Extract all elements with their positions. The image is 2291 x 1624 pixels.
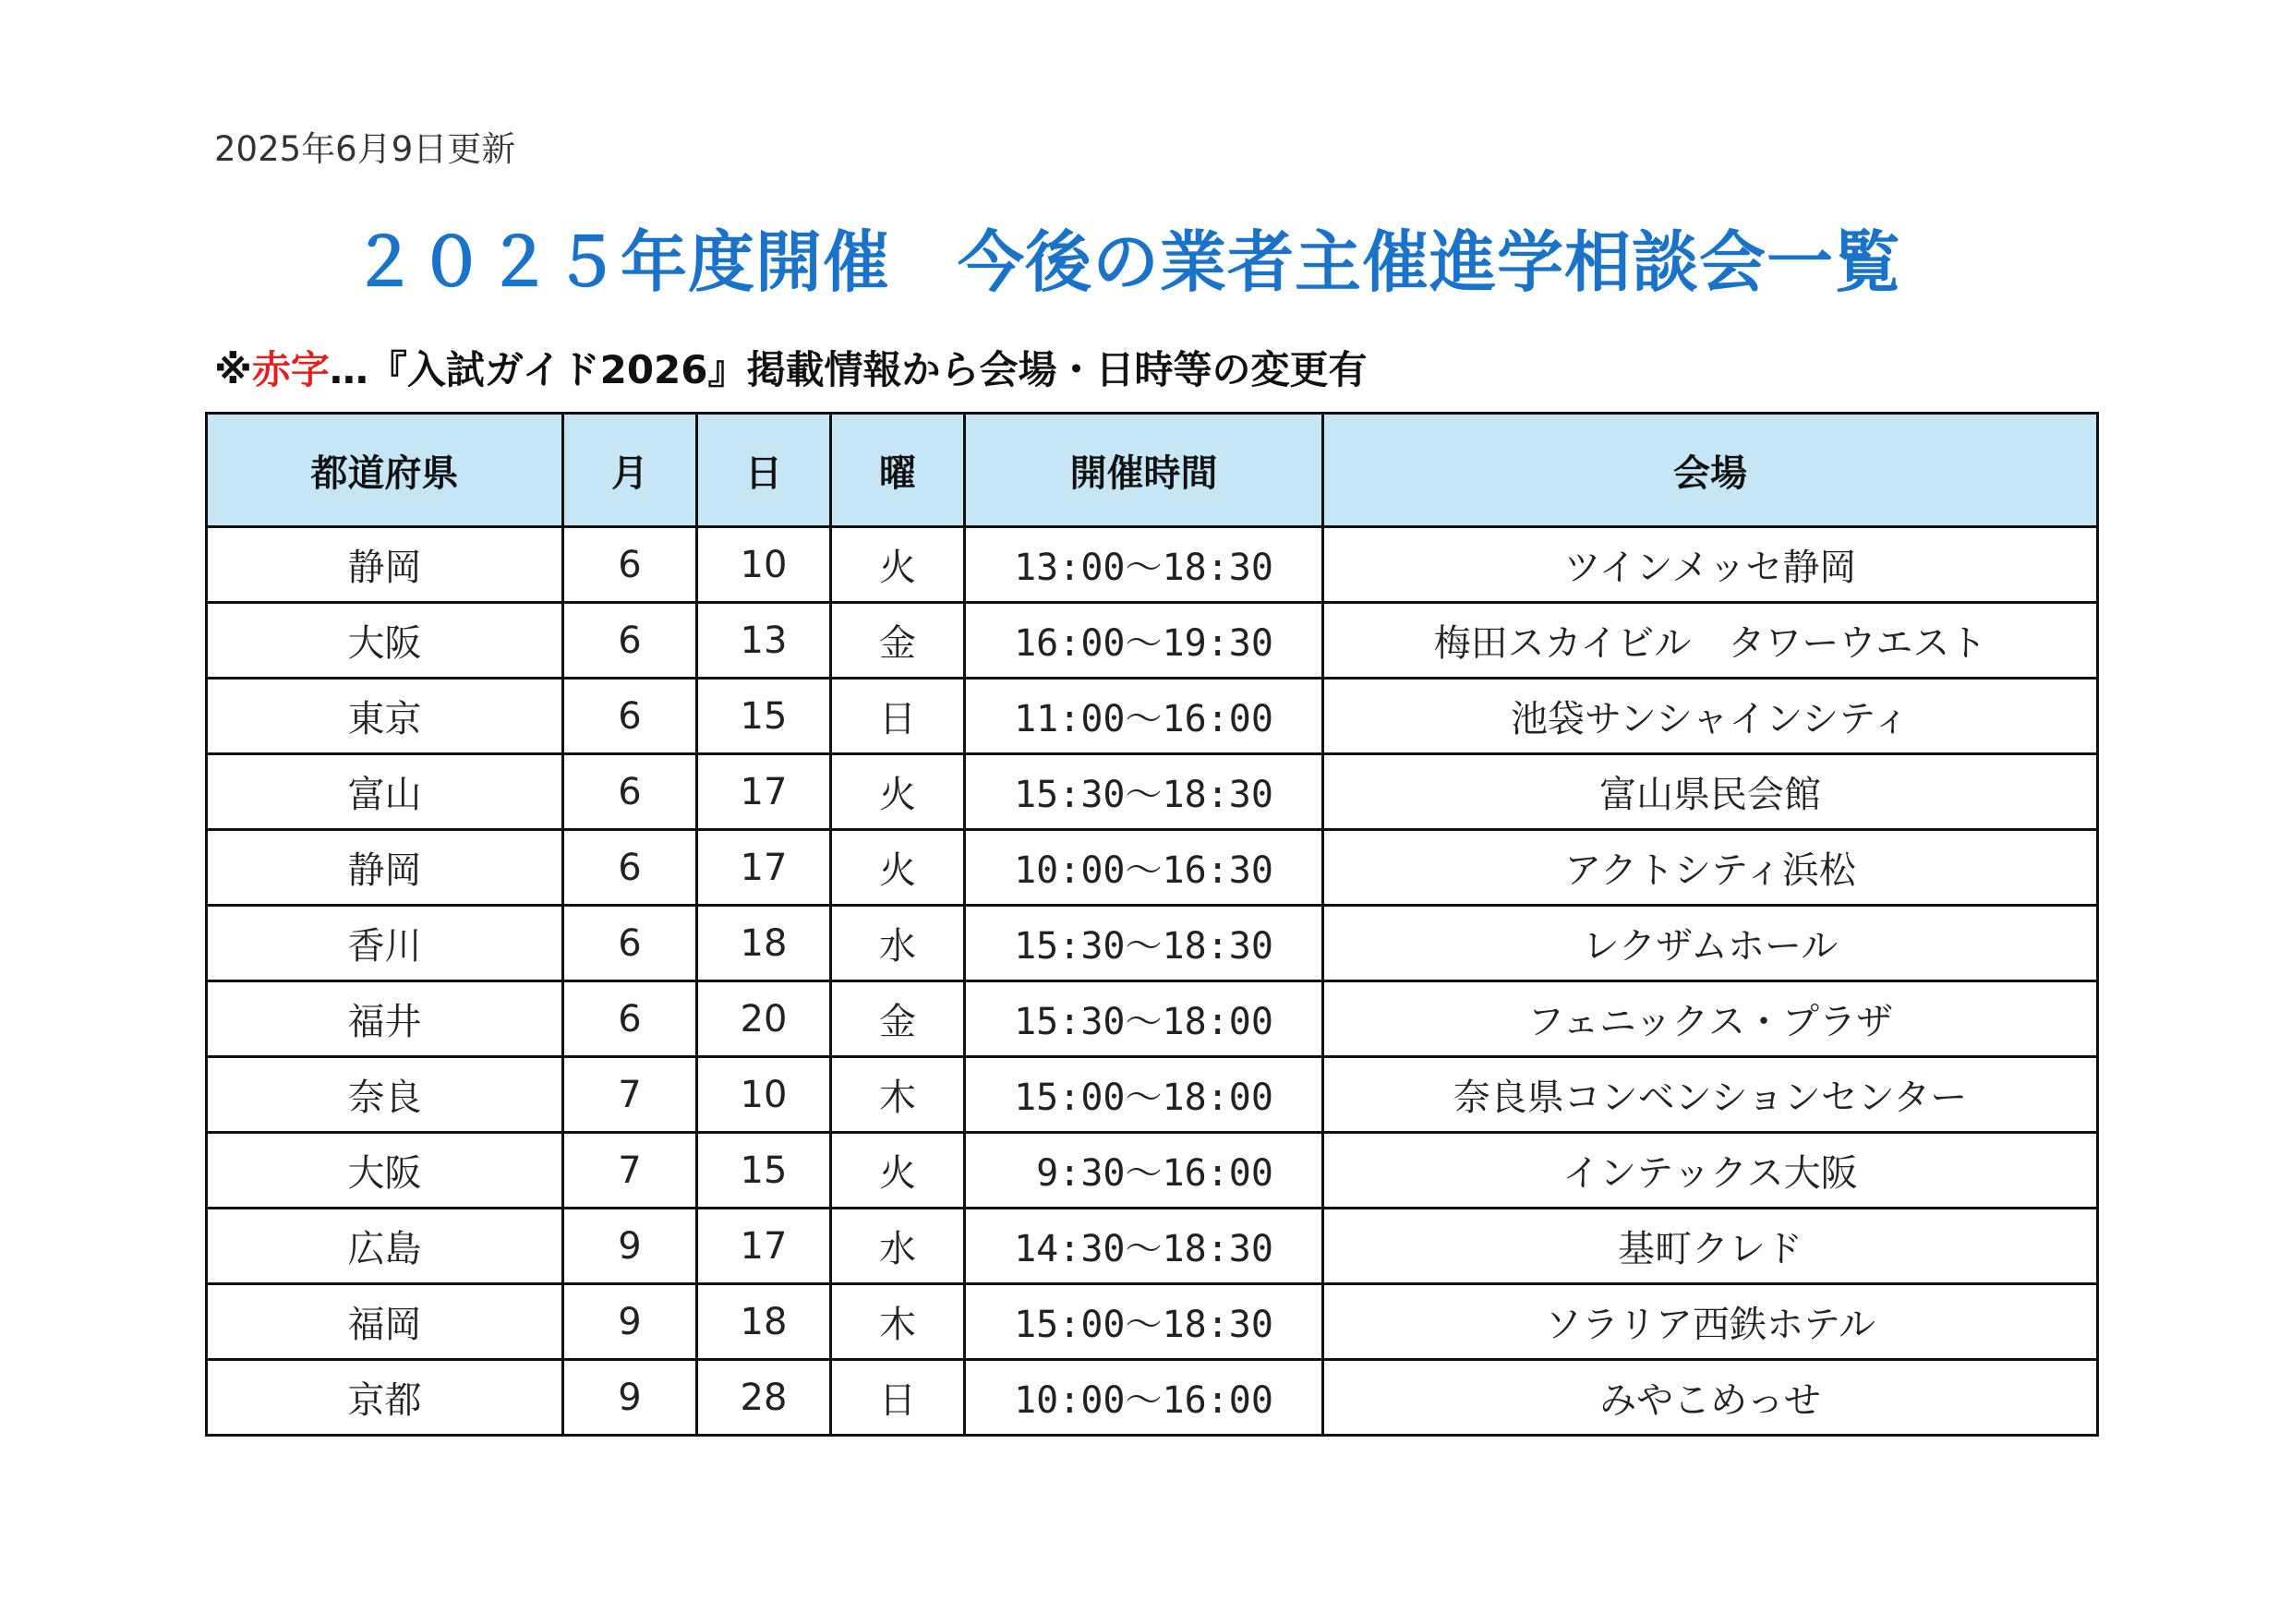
cell-weekday: 金 (831, 981, 965, 1057)
cell-prefecture: 福岡 (207, 1284, 563, 1360)
cell-prefecture: 京都 (207, 1360, 563, 1436)
cell-prefecture: 静岡 (207, 830, 563, 906)
cell-weekday: 木 (831, 1057, 965, 1133)
cell-month: 6 (563, 906, 697, 981)
cell-prefecture: 富山 (207, 754, 563, 830)
schedule-table (205, 412, 2099, 1437)
cell-month: 9 (563, 1284, 697, 1360)
cell-month: 6 (563, 603, 697, 679)
cell-weekday: 水 (831, 1209, 965, 1284)
cell-month: 6 (563, 527, 697, 603)
cell-day: 20 (697, 981, 831, 1057)
cell-prefecture: 奈良 (207, 1057, 563, 1133)
cell-day: 10 (697, 527, 831, 603)
cell-day: 17 (697, 1209, 831, 1284)
cell-weekday: 火 (831, 527, 965, 603)
header-weekday: 曜 (831, 414, 965, 527)
cell-day-changed: 15 (697, 1133, 831, 1209)
cell-venue: ソラリア西鉄ホテル (1323, 1284, 2098, 1360)
page-title: ２０２５年度開催 今後の業者主催進学相談会一覧 (351, 223, 1902, 301)
cell-prefecture: 福井 (207, 981, 563, 1057)
change-note (214, 344, 1368, 396)
note-suffix: …『入試ガイド2026』掲載情報から会場・日時等の変更有 (329, 347, 1368, 392)
table-row (207, 1057, 2098, 1133)
cell-day: 18 (697, 1284, 831, 1360)
cell-venue: みやこめっせ (1323, 1360, 2098, 1436)
cell-day: 28 (697, 1360, 831, 1436)
cell-weekday: 水 (831, 906, 965, 981)
header-prefecture: 都道府県 (207, 414, 563, 527)
table-row (207, 679, 2098, 754)
table-row (207, 1209, 2098, 1284)
cell-day: 18 (697, 906, 831, 981)
cell-weekday: 火 (831, 754, 965, 830)
cell-time-changed: 15:30～18:30 (965, 754, 1323, 830)
cell-weekday: 金 (831, 603, 965, 679)
cell-weekday: 日 (831, 1360, 965, 1436)
table-row (207, 603, 2098, 679)
cell-venue: 梅田スカイビル タワーウエスト (1323, 603, 2098, 679)
cell-month: 6 (563, 754, 697, 830)
cell-day: 17 (697, 754, 831, 830)
cell-time: 13:00～18:30 (965, 527, 1323, 603)
cell-weekday: 日 (831, 679, 965, 754)
cell-time-changed: 15:30～18:00 (965, 981, 1323, 1057)
table-row (207, 754, 2098, 830)
cell-month: 6 (563, 830, 697, 906)
cell-prefecture: 香川 (207, 906, 563, 981)
cell-time-changed: 14:30～18:30 (965, 1209, 1323, 1284)
cell-month: 6 (563, 679, 697, 754)
cell-month-changed: 7 (563, 1133, 697, 1209)
cell-venue: レクザムホール (1323, 906, 2098, 981)
cell-day: 13 (697, 603, 831, 679)
cell-prefecture: 広島 (207, 1209, 563, 1284)
updated-date: 2025年6月9日更新 (214, 129, 516, 169)
table-body (207, 527, 2098, 1436)
table-row (207, 527, 2098, 603)
table-row (207, 981, 2098, 1057)
cell-time: 16:00～19:30 (965, 603, 1323, 679)
cell-weekday: 火 (831, 830, 965, 906)
cell-time-changed: 15:30～18:30 (965, 906, 1323, 981)
table-row (207, 1360, 2098, 1436)
cell-venue: フェニックス・プラザ (1323, 981, 2098, 1057)
cell-month: 6 (563, 981, 697, 1057)
cell-time: 15:00～18:30 (965, 1284, 1323, 1360)
cell-month: 9 (563, 1360, 697, 1436)
note-red-word: 赤字 (251, 347, 330, 392)
table-row (207, 1284, 2098, 1360)
cell-month: 7 (563, 1057, 697, 1133)
cell-prefecture: 大阪 (207, 603, 563, 679)
note-prefix: ※ (214, 347, 252, 392)
header-venue: 会場 (1323, 414, 2098, 527)
header-day: 日 (697, 414, 831, 527)
cell-time: 11:00～16:00 (965, 679, 1323, 754)
cell-day: 15 (697, 679, 831, 754)
cell-venue: ツインメッセ静岡 (1323, 527, 2098, 603)
cell-time: 10:00～16:30 (965, 830, 1323, 906)
cell-venue-changed: インテックス大阪 (1323, 1133, 2098, 1209)
cell-day: 17 (697, 830, 831, 906)
table-row (207, 906, 2098, 981)
cell-venue: 基町クレド (1323, 1209, 2098, 1284)
cell-venue: 富山県民会館 (1323, 754, 2098, 830)
cell-weekday: 木 (831, 1284, 965, 1360)
cell-time-changed: 9:30～16:00 (965, 1133, 1323, 1209)
cell-weekday-changed: 火 (831, 1133, 965, 1209)
cell-venue: アクトシティ浜松 (1323, 830, 2098, 906)
header-time: 開催時間 (965, 414, 1323, 527)
cell-month: 9 (563, 1209, 697, 1284)
cell-prefecture: 東京 (207, 679, 563, 754)
header-month: 月 (563, 414, 697, 527)
table-row (207, 830, 2098, 906)
cell-day: 10 (697, 1057, 831, 1133)
cell-time-changed: 15:00～18:00 (965, 1057, 1323, 1133)
cell-venue: 池袋サンシャインシティ (1323, 679, 2098, 754)
cell-prefecture: 静岡 (207, 527, 563, 603)
table-row-changed (207, 1133, 2098, 1209)
cell-prefecture-changed: 大阪 (207, 1133, 563, 1209)
cell-time: 10:00～16:00 (965, 1360, 1323, 1436)
cell-venue: 奈良県コンベンションセンター (1323, 1057, 2098, 1133)
table-header-row (207, 414, 2098, 527)
